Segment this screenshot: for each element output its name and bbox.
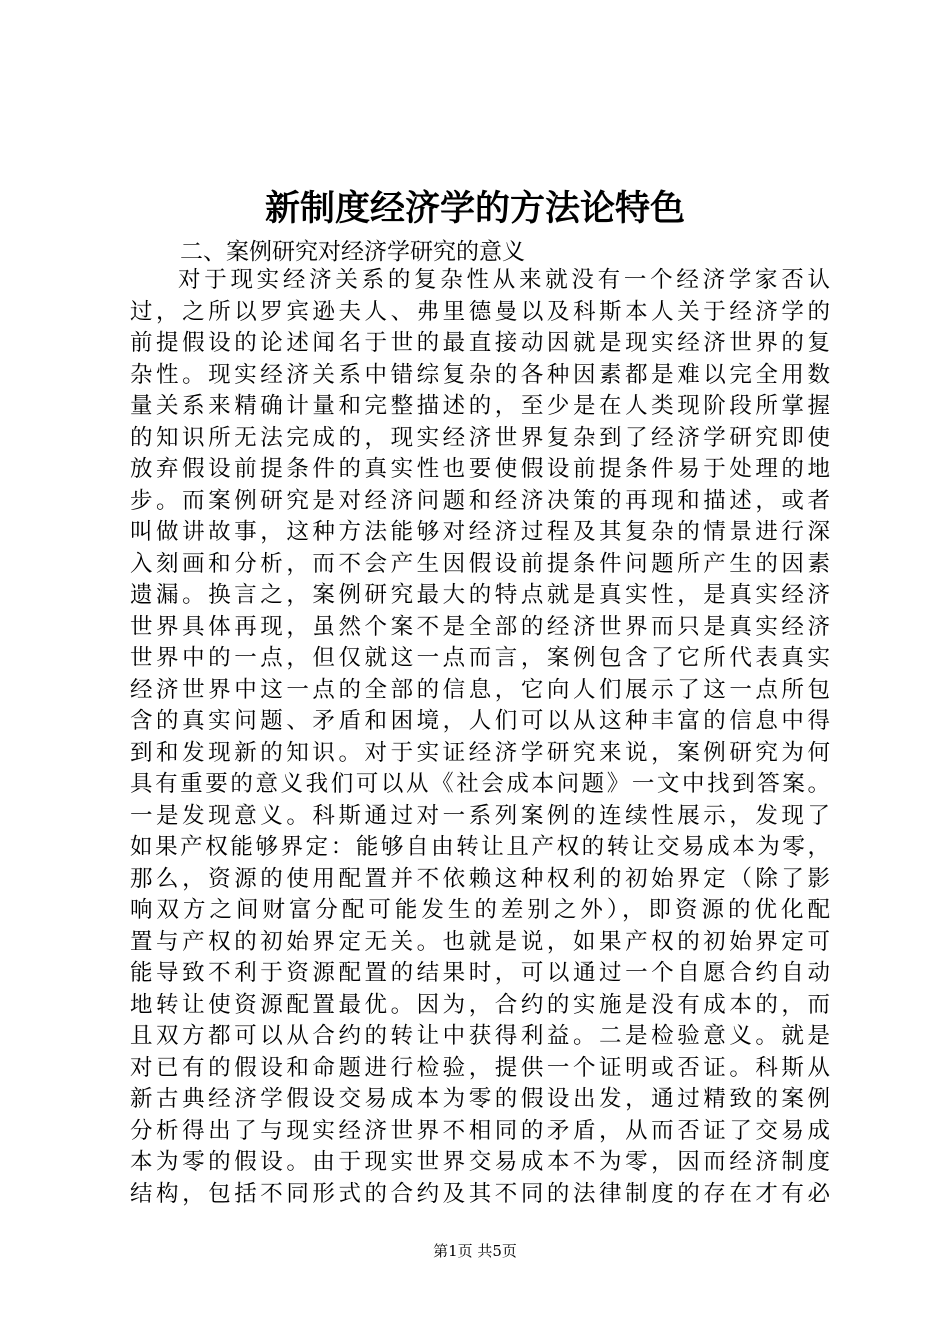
paragraph-line: 具有重要的意义我们可以从《社会成本问题》一文中找到答案。	[130, 771, 830, 797]
paragraph-line: 新古典经济学假设交易成本为零的假设出发，通过精致的案例	[130, 1086, 830, 1112]
paragraph-line: 分析得出了与现实经济世界不相同的矛盾，从而否证了交易成	[130, 1117, 830, 1144]
paragraph-line: 地转让使资源配置最优。因为，合约的实施是没有成本的，而	[130, 991, 830, 1018]
paragraph-line: 含的真实问题、矛盾和困境，人们可以从这种丰富的信息中得	[130, 708, 830, 734]
body-paragraph	[130, 265, 830, 1210]
paragraph-line: 那么，资源的使用配置并不依赖这种权利的初始界定（除了影	[130, 865, 830, 892]
paragraph-line: 过，之所以罗宾逊夫人、弗里德曼以及科斯本人关于经济学的	[130, 298, 830, 325]
paragraph-line: 的知识所无法完成的，现实经济世界复杂到了经济学研究即使	[130, 424, 830, 451]
page-footer: 第1页 共5页	[433, 1242, 517, 1260]
paragraph-line: 经济世界中这一点的全部的信息，它向人们展示了这一点所包	[130, 676, 830, 703]
paragraph-line: 世界中的一点，但仅就这一点而言，案例包含了它所代表真实	[130, 645, 830, 671]
paragraph-line: 能导致不利于资源配置的结果时，可以通过一个自愿合约自动	[130, 960, 830, 986]
paragraph-line: 置与产权的初始界定无关。也就是说，如果产权的初始界定可	[130, 928, 830, 955]
paragraph-line: 一是发现意义。科斯通过对一系列案例的连续性展示，发现了	[130, 802, 830, 829]
paragraph-line: 到和发现新的知识。对于实证经济学研究来说，案例研究为何	[130, 739, 830, 766]
paragraph-line: 杂性。现实经济关系中错综复杂的各种因素都是难以完全用数	[130, 361, 830, 388]
paragraph-line: 对已有的假设和命题进行检验，提供一个证明或否证。科斯从	[130, 1054, 830, 1081]
paragraph-line: 遗漏。换言之，案例研究最大的特点就是真实性，是真实经济	[130, 582, 830, 608]
document-title: 新制度经济学的方法论特色	[264, 188, 685, 229]
paragraph-line: 量关系来精确计量和完整描述的，至少是在人类现阶段所掌握	[130, 393, 830, 419]
paragraph-line: 入刻画和分析，而不会产生因假设前提条件问题所产生的因素	[130, 550, 830, 577]
paragraph-line: 且双方都可以从合约的转让中获得利益。二是检验意义。就是	[130, 1023, 830, 1049]
section-heading: 二、案例研究对经济学研究的意义	[180, 239, 525, 265]
paragraph-line: 世界具体再现，虽然个案不是全部的经济世界而只是真实经济	[130, 613, 830, 640]
paragraph-line: 对于现实经济关系的复杂性从来就没有一个经济学家否认	[178, 267, 830, 293]
paragraph-line: 如果产权能够界定：能够自由转让且产权的转让交易成本为零，	[130, 834, 830, 860]
paragraph-line: 叫做讲故事，这种方法能够对经济过程及其复杂的情景进行深	[130, 519, 830, 545]
paragraph-line: 步。而案例研究是对经济问题和经济决策的再现和描述，或者	[130, 487, 830, 514]
paragraph-line: 放弃假设前提条件的真实性也要使假设前提条件易于处理的地	[130, 456, 830, 482]
paragraph-line: 本为零的假设。由于现实世界交易成本不为零，因而经济制度	[130, 1149, 830, 1175]
paragraph-line: 结构，包括不同形式的合约及其不同的法律制度的存在才有必	[130, 1180, 830, 1207]
paragraph-line: 响双方之间财富分配可能发生的差别之外），即资源的优化配	[130, 897, 830, 923]
paragraph-line: 前提假设的论述闻名于世的最直接动因就是现实经济世界的复	[130, 330, 830, 356]
